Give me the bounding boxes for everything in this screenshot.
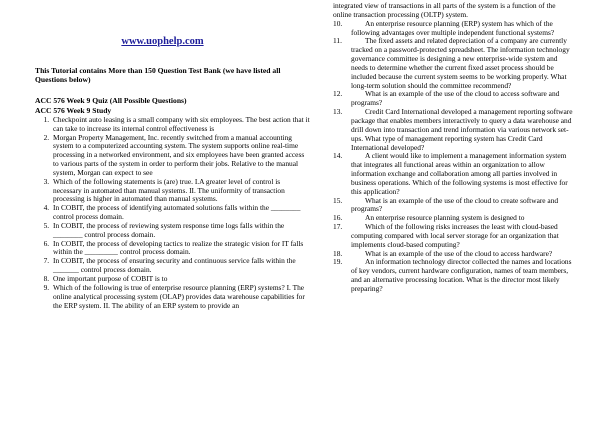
question-item: 6. In COBIT, the process of developing tactics to realize the strategic vision for IT falls within the _________ control process domain. [51, 240, 310, 258]
question-text: An information technology director collected the names and locations of key vendors, current hardware configuration, names of team members, and an alternative processing location. What is the director most likely preparing? [351, 257, 572, 293]
question-text: Credit Card International developed a management reporting software package that enables members interactively to query a data warehouse and drill down into transaction and trend information via various network set-ups. What type of management reporting system has Credit Card International developed? [351, 107, 573, 152]
question-number: 10. [333, 18, 343, 28]
question-item: 2. Morgan Property Management, Inc. recently switched from a manual accounting system to a computerized accounting system. The system supports online real-time processing in a networked environment, and six employees have been granted access to various parts of the system in order to perform their jobs. Relative to the manual system, Morgan can expect to see [51, 134, 310, 178]
question-item: 1. Checkpoint auto leasing is a small company with six employees. The best action that it can take to increase its internal control effectiveness is [51, 116, 310, 134]
question-number: 14. [333, 151, 343, 161]
question-number: 13. [333, 107, 343, 117]
study-title: ACC 576 Week 9 Study [35, 105, 112, 115]
question-item [333, 37, 573, 90]
question-item: 9. Which of the following is true of enterprise resource planning (ERP) systems? I. The online analytical processing system (OLAP) provides data warehouse capabilities for the ERP system. II. The ability of an ERP system to provide an [51, 284, 310, 311]
question-text: An enterprise resource planning system is designed to [365, 213, 525, 223]
intro-text: This Tutorial contains More than 150 Question Test Bank (we have listed all Questions below) [35, 66, 281, 85]
question-item [333, 108, 573, 152]
question-item: 3. Which of the following statements is (are) true. I.A greater level of control is necessary in automated than manual systems. II. The uniformity of transaction processing is higher in automated than manual systems. [51, 178, 310, 205]
question-number: 16. [333, 213, 343, 223]
question-number: 15. [333, 195, 343, 205]
left-column [35, 36, 310, 310]
question-item: 7. In COBIT, the process of ensuring security and continuous service falls within the _______ control process domain. [51, 257, 310, 275]
quiz-title: ACC 576 Week 9 Quiz (All Possible Questions) [35, 96, 187, 106]
question-text: What is an example of the use of the cloud to access hardware? [365, 248, 553, 258]
question-item [333, 152, 573, 196]
question-item [333, 20, 573, 38]
question-list-left [35, 116, 310, 311]
question-number: 18. [333, 248, 343, 258]
question-text: A client would like to implement a management information system that integrates all functional areas within an organization to allow information exchange and collaboration among all parties involved in business operations. Which of the following systems is most effective for this application? [351, 151, 568, 196]
question-continuation: integrated view of transactions in all parts of the system is a function of the online transaction processing (OLTP) system. [333, 1, 556, 19]
question-item: 8. One important purpose of COBIT is to [51, 275, 310, 284]
question-number: 11. [333, 36, 342, 46]
question-item [333, 258, 573, 293]
question-item: 4. In COBIT, the process of identifying automated solutions falls within the ________ control process domain. [51, 204, 310, 222]
question-item [333, 223, 573, 250]
question-number: 19. [333, 257, 343, 267]
question-item [333, 90, 573, 108]
question-item [333, 197, 573, 215]
question-item: 5. In COBIT, the process of reviewing system response time logs falls within the ________ control process domain. [51, 222, 310, 240]
question-text: What is an example of the use of the cloud to access software and programs? [351, 89, 560, 108]
question-number: 12. [333, 89, 343, 99]
question-text: What is an example of the use of the cloud to create software and programs? [351, 195, 559, 214]
right-column [333, 2, 573, 294]
question-number: 17. [333, 222, 343, 232]
site-link[interactable]: www.uophelp.com [121, 36, 204, 47]
question-text: The fixed assets and related depreciation of a company are currently tracked on a password-protected spreadsheet. The information technology governance committee is designing a new enterprise-wide system and needs to determine whether the current fixed asset process should be included because the current system seems to be working properly. What long-term solution should the committee recommend? [351, 36, 570, 90]
question-text: Which of the following risks increases the least with cloud-based computing compared with local server storage for an organization that implements cloud-based computing? [351, 222, 559, 249]
question-text: An enterprise resource planning (ERP) system has which of the following advantages over multiple independent functional systems? [351, 18, 555, 37]
